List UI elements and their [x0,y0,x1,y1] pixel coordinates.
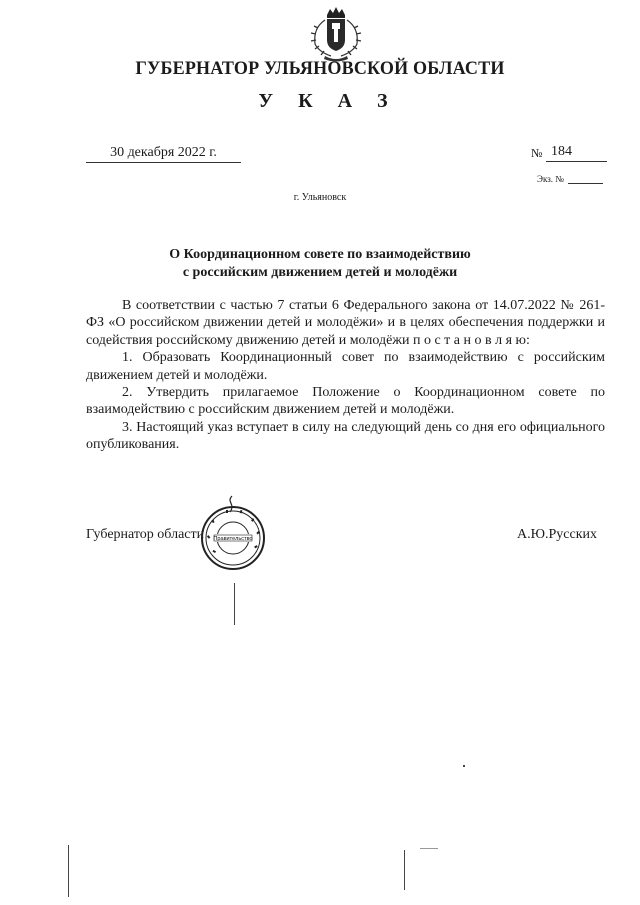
decree-title [120,246,520,282]
body-paragraph-item-1: 1. Образовать Координационный совет по взаимодействию с российским движением детей и молодёжи. [86,350,605,383]
official-seal-icon [200,494,266,578]
scan-artifact [420,848,438,849]
copy-number-line [568,183,603,184]
seal-center-text: Правительство [213,536,253,543]
signatory-position: Губернатор области [86,527,205,542]
city: г. Ульяновск [293,192,347,203]
signatory-name: А.Ю.Русских [517,527,598,542]
number-label: № [531,146,543,160]
coat-of-arms-icon [305,6,367,64]
scan-artifact [463,765,465,767]
body-paragraph-preamble: В соответствии с частью 7 статьи 6 Федерального закона от 14.07.2022 № 261-ФЗ «О российском движении детей и молодёжи» и в целях обеспечения поддержки и содействия российскому движению детей и молодёжи п о с т а н о в л я ю: [86,298,605,348]
decree-date: 30 декабря 2022 г. [86,144,241,163]
decree-title-line-2: с российским движением детей и молодёжи [182,265,458,280]
decree-title-line-1: О Координационном совете по взаимодействию [169,247,471,262]
scan-artifact [234,583,235,625]
body-paragraph-item-3: 3. Настоящий указ вступает в силу на следующий день со дня его официального опубликования. [86,419,605,453]
document-type: У К А З [258,90,398,112]
authority-title: ГУБЕРНАТОР УЛЬЯНОВСКОЙ ОБЛАСТИ [135,58,505,79]
body-paragraph-item-2: 2. Утвердить прилагаемое Положение о Координационном совете по взаимодействию с российским движением детей и молодёжи. [86,385,605,418]
scan-artifact [68,845,69,897]
decree-body [86,297,605,454]
decree-number: 184 [546,143,607,162]
scan-artifact [404,850,405,890]
seal-ring-text: Ульяновской области [200,494,210,495]
copy-number-label: Экз. № [537,174,564,184]
